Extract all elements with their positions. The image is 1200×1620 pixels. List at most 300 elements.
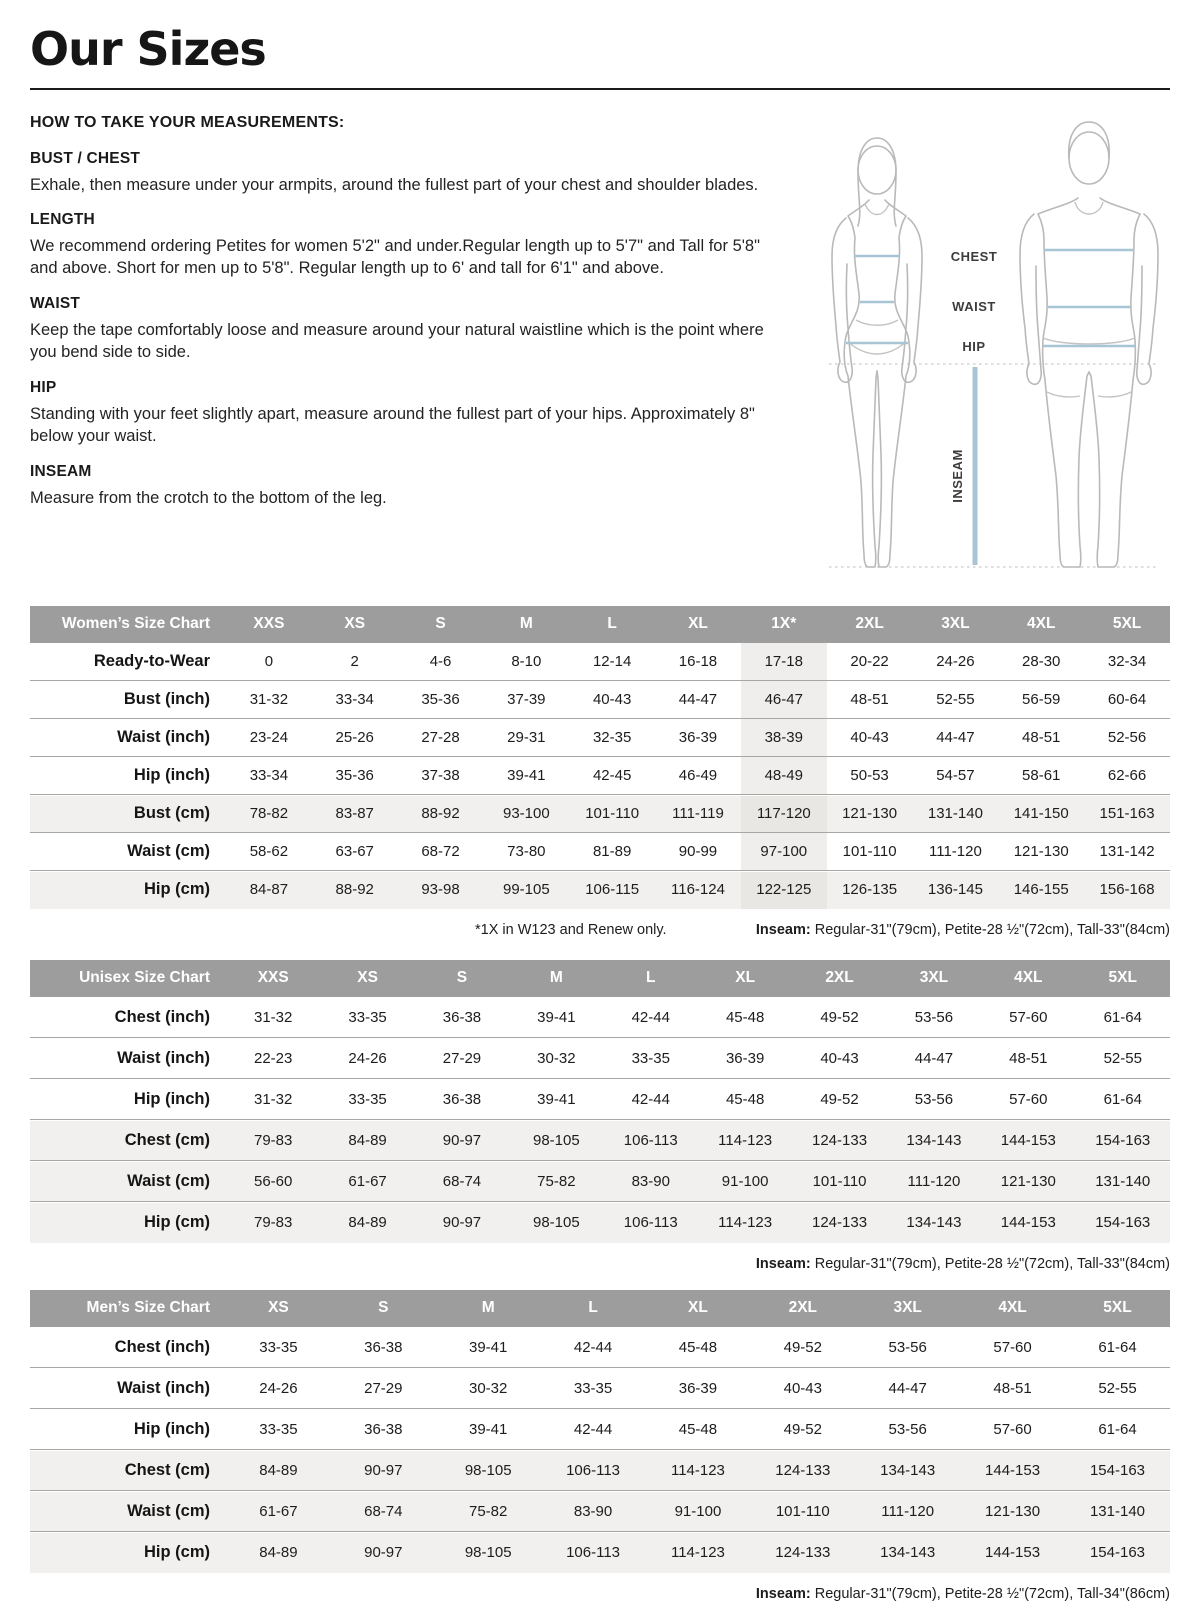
column-header: 5XL [1065, 1290, 1170, 1327]
size-cell: 46-49 [655, 757, 741, 795]
section-hip [30, 379, 772, 448]
size-cell: 33-34 [312, 681, 398, 719]
size-cell: 83-90 [541, 1491, 646, 1532]
size-cell: 17-18 [741, 643, 827, 681]
table-title: Unisex Size Chart [30, 960, 226, 997]
size-cell: 58-62 [226, 833, 312, 871]
size-cell: 42-44 [541, 1409, 646, 1450]
column-header: M [436, 1290, 541, 1327]
size-charts [30, 606, 1170, 1602]
size-cell: 156-168 [1084, 871, 1170, 909]
size-cell: 29-31 [483, 719, 569, 757]
size-cell: 90-97 [331, 1532, 436, 1573]
instructions-heading: HOW TO TAKE YOUR MEASUREMENTS: [30, 113, 345, 131]
column-header: L [604, 960, 698, 997]
row-label: Chest (inch) [30, 997, 226, 1038]
row-label: Chest (cm) [30, 1120, 226, 1161]
size-cell: 49-52 [792, 997, 886, 1038]
section-length [30, 211, 772, 280]
size-cell: 134-143 [855, 1532, 960, 1573]
size-cell: 53-56 [887, 997, 981, 1038]
size-cell: 27-28 [398, 719, 484, 757]
size-cell: 53-56 [887, 1079, 981, 1120]
table-row [30, 681, 1170, 719]
table-footnotes [30, 922, 1170, 938]
size-cell: 101-110 [569, 795, 655, 833]
table-row [30, 1409, 1170, 1450]
inseam-footnote [756, 1586, 1170, 1602]
size-cell: 101-110 [792, 1161, 886, 1202]
table-title: Women’s Size Chart [30, 606, 226, 643]
size-cell: 44-47 [855, 1368, 960, 1409]
size-cell: 30-32 [509, 1038, 603, 1079]
column-header: XL [698, 960, 792, 997]
size-cell: 114-123 [646, 1450, 751, 1491]
size-cell: 42-45 [569, 757, 655, 795]
size-cell: 57-60 [960, 1409, 1065, 1450]
size-cell: 32-34 [1084, 643, 1170, 681]
men-size-chart-section [30, 1290, 1170, 1602]
size-cell: 141-150 [998, 795, 1084, 833]
section-waist [30, 295, 772, 364]
size-cell: 52-55 [1076, 1038, 1170, 1079]
waist-label: WAIST [952, 298, 996, 314]
size-cell: 36-38 [415, 997, 509, 1038]
column-header: M [483, 606, 569, 643]
size-cell: 68-74 [331, 1491, 436, 1532]
size-cell: 144-153 [981, 1120, 1075, 1161]
row-label: Hip (inch) [30, 757, 226, 795]
table-row [30, 1491, 1170, 1532]
title-divider [30, 88, 1170, 90]
size-cell: 36-38 [331, 1327, 436, 1368]
table-footnotes [30, 1586, 1170, 1602]
column-header: 2XL [750, 1290, 855, 1327]
size-cell: 114-123 [698, 1202, 792, 1243]
inseam-footnote [756, 922, 1170, 938]
table-row [30, 757, 1170, 795]
row-label: Waist (cm) [30, 1491, 226, 1532]
size-cell: 48-51 [827, 681, 913, 719]
row-label: Hip (cm) [30, 1532, 226, 1573]
table-row [30, 1038, 1170, 1079]
size-cell: 36-38 [331, 1409, 436, 1450]
size-cell: 33-35 [320, 997, 414, 1038]
body-measurement-figure [772, 114, 1170, 580]
size-cell: 121-130 [960, 1491, 1065, 1532]
men-size-chart-table [30, 1290, 1170, 1573]
size-cell: 35-36 [312, 757, 398, 795]
size-cell: 79-83 [226, 1202, 320, 1243]
column-header: S [398, 606, 484, 643]
size-cell: 27-29 [331, 1368, 436, 1409]
size-cell: 79-83 [226, 1120, 320, 1161]
table-footnotes [30, 1256, 1170, 1272]
size-cell: 114-123 [646, 1532, 751, 1573]
size-cell: 2 [312, 643, 398, 681]
size-cell: 31-32 [226, 1079, 320, 1120]
size-cell: 111-119 [655, 795, 741, 833]
table-row [30, 1327, 1170, 1368]
size-cell: 36-39 [646, 1368, 751, 1409]
inseam-footnote [756, 1256, 1170, 1272]
size-cell: 36-39 [655, 719, 741, 757]
size-cell: 91-100 [698, 1161, 792, 1202]
size-cell: 134-143 [887, 1202, 981, 1243]
size-cell: 46-47 [741, 681, 827, 719]
size-cell: 124-133 [750, 1532, 855, 1573]
size-cell: 33-35 [226, 1327, 331, 1368]
size-cell: 121-130 [998, 833, 1084, 871]
size-cell: 134-143 [887, 1120, 981, 1161]
size-cell: 124-133 [792, 1202, 886, 1243]
inseam-footnote-text: Regular-31"(79cm), Petite-28 ½"(72cm), Tall-33"(84cm) [810, 1255, 1170, 1272]
unisex-size-chart-table [30, 960, 1170, 1243]
size-cell: 90-99 [655, 833, 741, 871]
column-header: 5XL [1084, 606, 1170, 643]
size-cell: 57-60 [981, 1079, 1075, 1120]
size-cell: 37-38 [398, 757, 484, 795]
column-header: 4XL [960, 1290, 1065, 1327]
size-cell: 84-89 [226, 1532, 331, 1573]
table-row [30, 1161, 1170, 1202]
size-cell: 33-35 [541, 1368, 646, 1409]
inseam-label: INSEAM [950, 448, 965, 503]
size-cell: 33-35 [604, 1038, 698, 1079]
size-cell: 83-87 [312, 795, 398, 833]
size-cell: 56-60 [226, 1161, 320, 1202]
inseam-footnote-text: Regular-31"(79cm), Petite-28 ½"(72cm), Tall-33"(84cm) [810, 921, 1170, 938]
table-row [30, 1450, 1170, 1491]
women-size-chart-table [30, 606, 1170, 909]
section-bust-chest [30, 150, 772, 196]
size-cell: 58-61 [998, 757, 1084, 795]
row-label: Chest (inch) [30, 1327, 226, 1368]
size-cell: 106-113 [604, 1202, 698, 1243]
size-cell: 154-163 [1065, 1450, 1170, 1491]
size-cell: 38-39 [741, 719, 827, 757]
size-cell: 40-43 [569, 681, 655, 719]
size-cell: 45-48 [646, 1409, 751, 1450]
column-header: 5XL [1076, 960, 1170, 997]
chest-label: CHEST [950, 248, 998, 264]
size-cell: 90-97 [415, 1202, 509, 1243]
row-label: Bust (cm) [30, 795, 226, 833]
size-cell: 75-82 [509, 1161, 603, 1202]
size-cell: 61-64 [1065, 1327, 1170, 1368]
size-cell: 106-113 [604, 1120, 698, 1161]
size-cell: 32-35 [569, 719, 655, 757]
size-cell: 131-142 [1084, 833, 1170, 871]
column-header: 4XL [981, 960, 1075, 997]
size-cell: 52-56 [1084, 719, 1170, 757]
size-cell: 154-163 [1065, 1532, 1170, 1573]
measurement-instructions [30, 114, 772, 580]
size-cell: 68-74 [415, 1161, 509, 1202]
size-cell: 99-105 [483, 871, 569, 909]
section-body: Standing with your feet slightly apart, measure around the fullest part of your hips. Approximately 8" below your waist. [30, 404, 755, 446]
size-cell: 45-48 [698, 1079, 792, 1120]
column-header: L [541, 1290, 646, 1327]
size-cell: 90-97 [415, 1120, 509, 1161]
table-row [30, 1532, 1170, 1573]
size-cell: 97-100 [741, 833, 827, 871]
section-heading: WAIST [30, 294, 81, 312]
size-cell: 98-105 [509, 1202, 603, 1243]
size-cell: 91-100 [646, 1491, 751, 1532]
section-body: Measure from the crotch to the bottom of the leg. [30, 488, 387, 507]
size-cell: 114-123 [698, 1120, 792, 1161]
column-header: 3XL [913, 606, 999, 643]
hip-label: HIP [962, 338, 986, 354]
row-label: Chest (cm) [30, 1450, 226, 1491]
size-cell: 73-80 [483, 833, 569, 871]
table-row [30, 1079, 1170, 1120]
footnote-1x: *1X in W123 and Renew only. [475, 921, 667, 938]
size-cell: 49-52 [792, 1079, 886, 1120]
size-cell: 31-32 [226, 681, 312, 719]
size-cell: 144-153 [960, 1450, 1065, 1491]
size-cell: 16-18 [655, 643, 741, 681]
size-cell: 124-133 [750, 1450, 855, 1491]
column-header: 2XL [792, 960, 886, 997]
size-cell: 36-38 [415, 1079, 509, 1120]
size-cell: 116-124 [655, 871, 741, 909]
size-cell: 101-110 [827, 833, 913, 871]
size-cell: 49-52 [750, 1327, 855, 1368]
size-cell: 81-89 [569, 833, 655, 871]
size-cell: 146-155 [998, 871, 1084, 909]
inseam-footnote-label: Inseam: [755, 1585, 811, 1602]
column-header: XS [320, 960, 414, 997]
size-cell: 44-47 [655, 681, 741, 719]
row-label: Waist (inch) [30, 1038, 226, 1079]
size-cell: 136-145 [913, 871, 999, 909]
size-cell: 24-26 [320, 1038, 414, 1079]
size-cell: 61-67 [226, 1491, 331, 1532]
size-cell: 93-98 [398, 871, 484, 909]
row-label: Waist (cm) [30, 1161, 226, 1202]
table-row [30, 1368, 1170, 1409]
size-cell: 48-51 [960, 1368, 1065, 1409]
size-cell: 98-105 [509, 1120, 603, 1161]
size-cell: 40-43 [792, 1038, 886, 1079]
table-row [30, 719, 1170, 757]
size-cell: 39-41 [509, 997, 603, 1038]
size-cell: 52-55 [913, 681, 999, 719]
column-header: XXS [226, 606, 312, 643]
inseam-footnote-text: Regular-31"(79cm), Petite-28 ½"(72cm), Tall-34"(86cm) [810, 1585, 1170, 1602]
size-cell: 54-57 [913, 757, 999, 795]
size-cell: 106-115 [569, 871, 655, 909]
size-cell: 28-30 [998, 643, 1084, 681]
size-cell: 48-49 [741, 757, 827, 795]
size-cell: 98-105 [436, 1450, 541, 1491]
column-header: L [569, 606, 655, 643]
size-cell: 44-47 [913, 719, 999, 757]
size-cell: 22-23 [226, 1038, 320, 1079]
size-cell: 131-140 [1076, 1161, 1170, 1202]
size-cell: 42-44 [604, 997, 698, 1038]
size-cell: 25-26 [312, 719, 398, 757]
row-label: Waist (inch) [30, 1368, 226, 1409]
size-cell: 24-26 [226, 1368, 331, 1409]
size-cell: 37-39 [483, 681, 569, 719]
size-cell: 39-41 [436, 1409, 541, 1450]
size-cell: 111-120 [855, 1491, 960, 1532]
row-label: Waist (cm) [30, 833, 226, 871]
table-row [30, 997, 1170, 1038]
column-header: 3XL [855, 1290, 960, 1327]
page-title: Our Sizes [30, 22, 266, 76]
size-cell: 131-140 [1065, 1491, 1170, 1532]
size-cell: 154-163 [1076, 1202, 1170, 1243]
size-cell: 36-39 [698, 1038, 792, 1079]
size-cell: 84-89 [320, 1120, 414, 1161]
row-label: Waist (inch) [30, 719, 226, 757]
size-cell: 42-44 [604, 1079, 698, 1120]
column-header: XL [646, 1290, 751, 1327]
size-cell: 39-41 [509, 1079, 603, 1120]
size-cell: 40-43 [750, 1368, 855, 1409]
size-cell: 12-14 [569, 643, 655, 681]
size-cell: 48-51 [981, 1038, 1075, 1079]
table-row [30, 833, 1170, 871]
size-cell: 151-163 [1084, 795, 1170, 833]
size-cell: 31-32 [226, 997, 320, 1038]
size-cell: 124-133 [792, 1120, 886, 1161]
size-cell: 154-163 [1076, 1120, 1170, 1161]
size-cell: 122-125 [741, 871, 827, 909]
size-cell: 101-110 [750, 1491, 855, 1532]
size-cell: 63-67 [312, 833, 398, 871]
size-cell: 61-64 [1076, 1079, 1170, 1120]
intro-section [30, 114, 1170, 580]
size-cell: 84-89 [226, 1450, 331, 1491]
size-cell: 84-87 [226, 871, 312, 909]
column-header: XL [655, 606, 741, 643]
column-header: M [509, 960, 603, 997]
size-cell: 50-53 [827, 757, 913, 795]
size-cell: 33-35 [226, 1409, 331, 1450]
size-cell: 23-24 [226, 719, 312, 757]
size-cell: 111-120 [913, 833, 999, 871]
table-title: Men’s Size Chart [30, 1290, 226, 1327]
size-cell: 98-105 [436, 1532, 541, 1573]
size-cell: 35-36 [398, 681, 484, 719]
size-cell: 8-10 [483, 643, 569, 681]
section-body: Keep the tape comfortably loose and measure around your natural waistline which is the point where you bend side to side. [30, 320, 764, 362]
size-cell: 131-140 [913, 795, 999, 833]
female-figure [832, 138, 922, 567]
size-cell: 53-56 [855, 1327, 960, 1368]
size-cell: 4-6 [398, 643, 484, 681]
size-cell: 61-64 [1065, 1409, 1170, 1450]
size-cell: 33-34 [226, 757, 312, 795]
size-cell: 88-92 [398, 795, 484, 833]
row-label: Ready-to-Wear [30, 643, 226, 681]
size-cell: 75-82 [436, 1491, 541, 1532]
size-cell: 121-130 [827, 795, 913, 833]
measurement-diagram [772, 114, 1170, 580]
unisex-size-chart-section [30, 960, 1170, 1272]
size-cell: 61-67 [320, 1161, 414, 1202]
column-header: XXS [226, 960, 320, 997]
section-heading: INSEAM [30, 462, 92, 480]
size-cell: 144-153 [981, 1202, 1075, 1243]
row-label: Hip (cm) [30, 871, 226, 909]
table-row [30, 1202, 1170, 1243]
size-cell: 83-90 [604, 1161, 698, 1202]
size-cell: 45-48 [698, 997, 792, 1038]
column-header: 2XL [827, 606, 913, 643]
row-label: Hip (inch) [30, 1409, 226, 1450]
size-cell: 33-35 [320, 1079, 414, 1120]
size-cell: 144-153 [960, 1532, 1065, 1573]
size-cell: 90-97 [331, 1450, 436, 1491]
section-inseam [30, 463, 772, 509]
male-figure [1020, 122, 1158, 567]
size-cell: 42-44 [541, 1327, 646, 1368]
section-body: Exhale, then measure under your armpits, around the fullest part of your chest and shoulder blades. [30, 175, 759, 194]
size-cell: 45-48 [646, 1327, 751, 1368]
size-cell: 93-100 [483, 795, 569, 833]
section-heading: LENGTH [30, 211, 95, 229]
size-cell: 88-92 [312, 871, 398, 909]
row-label: Hip (cm) [30, 1202, 226, 1243]
size-cell: 126-135 [827, 871, 913, 909]
column-header: XS [312, 606, 398, 643]
size-cell: 111-120 [887, 1161, 981, 1202]
size-cell: 60-64 [1084, 681, 1170, 719]
column-header: 1X* [741, 606, 827, 643]
size-cell: 44-47 [887, 1038, 981, 1079]
row-label: Hip (inch) [30, 1079, 226, 1120]
column-header: XS [226, 1290, 331, 1327]
table-row [30, 1120, 1170, 1161]
size-cell: 0 [226, 643, 312, 681]
size-cell: 40-43 [827, 719, 913, 757]
size-cell: 48-51 [998, 719, 1084, 757]
size-cell: 106-113 [541, 1450, 646, 1491]
column-header: 3XL [887, 960, 981, 997]
size-cell: 106-113 [541, 1532, 646, 1573]
row-label: Bust (inch) [30, 681, 226, 719]
column-header: 4XL [998, 606, 1084, 643]
table-row [30, 643, 1170, 681]
size-cell: 121-130 [981, 1161, 1075, 1202]
size-cell: 68-72 [398, 833, 484, 871]
section-heading: BUST / CHEST [30, 149, 141, 167]
inseam-footnote-label: Inseam: [755, 921, 811, 938]
size-cell: 39-41 [483, 757, 569, 795]
section-body: We recommend ordering Petites for women 5'2" and under.Regular length up to 5'7" and Tall for 5'8" and above. Short for men up to 5'8". Regular length up to 6' and tall for 6'1" and above. [30, 237, 760, 278]
section-heading: HIP [30, 378, 57, 396]
size-cell: 117-120 [741, 795, 827, 833]
size-cell: 57-60 [981, 997, 1075, 1038]
size-cell: 61-64 [1076, 997, 1170, 1038]
size-cell: 78-82 [226, 795, 312, 833]
size-cell: 39-41 [436, 1327, 541, 1368]
size-cell: 56-59 [998, 681, 1084, 719]
size-cell: 49-52 [750, 1409, 855, 1450]
size-cell: 52-55 [1065, 1368, 1170, 1409]
column-header: S [415, 960, 509, 997]
size-cell: 53-56 [855, 1409, 960, 1450]
inseam-footnote-label: Inseam: [755, 1255, 811, 1272]
women-size-chart-section [30, 606, 1170, 938]
table-row [30, 795, 1170, 833]
